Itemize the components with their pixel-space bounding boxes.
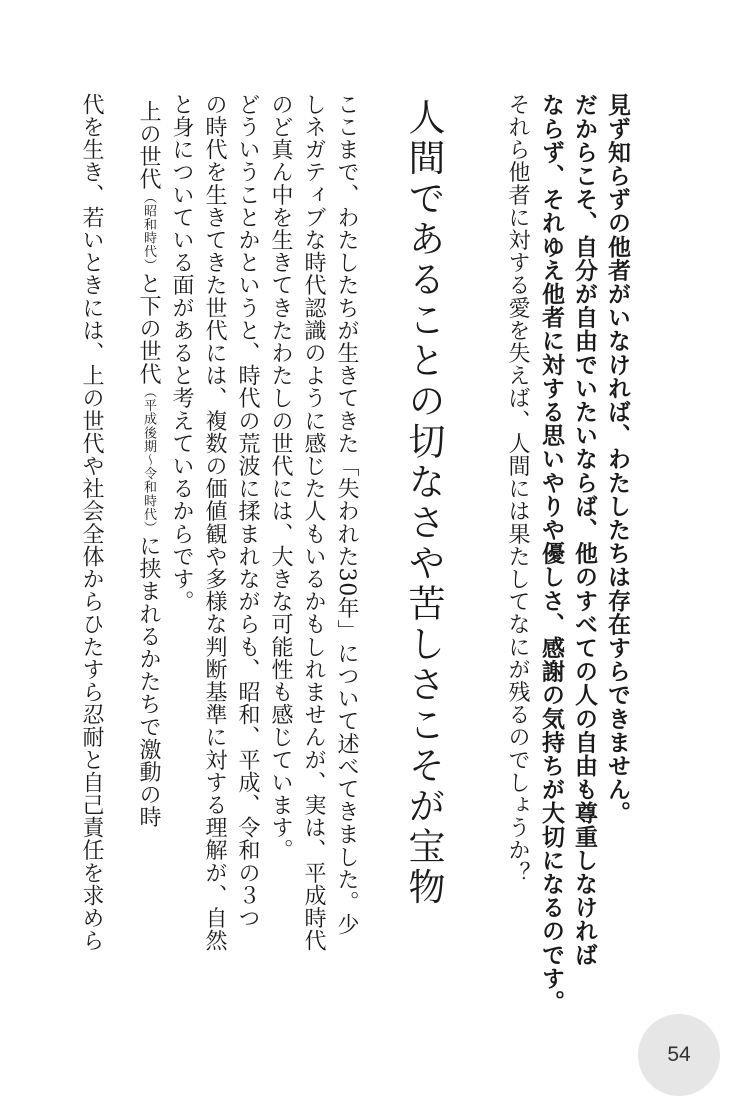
body-line-7 (137, 100, 159, 828)
body-line-3: のど真ん中を生きてきたわたしの世代には、大きな可能性も感じています。 (268, 93, 293, 862)
body-line-4: どういうことかというと、時代の荒波に揉まれながらも、昭和、平成、令和の３つ (235, 93, 260, 930)
section-title: 人間であることの切なさや苦しさこそが宝物 (402, 98, 445, 908)
body-line-2: しネガティブな時代認識のように感じた人もいるかもしれませんが、実は、平成時代 (301, 93, 326, 952)
era-note-showa: （昭和時代） (141, 190, 156, 273)
body-line-8: 代を生き、若いときには、上の世代や社会全体からひたすら忍耐と自己責任を求めら (79, 93, 104, 952)
body-line-5: の時代を生きてきた世代には、複数の価値観や多様な判断基準に対する理解が、自然 (202, 93, 227, 952)
body-line-6: と身についている面があると考えているからです。 (169, 93, 194, 613)
page-number-badge (638, 1014, 720, 1096)
body-line-7-part-a: 上の世代 (136, 100, 161, 191)
body-line-7-part-b: と下の世代 (136, 272, 161, 386)
body-line-7-part-c: に挟まれるかたちで激動の時 (136, 534, 161, 829)
intro-line-3: ならず、それゆえ他者に対する思いやりや優しさ、感謝の気持ちが大切になるのです。 (538, 93, 564, 1014)
intro-line-4: それら他者に対する愛を失えば、人間には果たしてなにが残るのでしょうか？ (505, 93, 530, 884)
body-line-1: ここまで、わたしたちが生きてきた「失われた30年」について述べてきました。少 (334, 93, 359, 936)
intro-line-2: だからこそ、自分が自由でいたいならば、他のすべての人の自由も尊重しなければ (571, 93, 597, 967)
intro-line-1: 見ず知らずの他者がいなければ、わたしたちは存在すらできません。 (604, 93, 630, 825)
era-note-heisei-reiwa: （平成後期〜令和時代） (141, 385, 156, 535)
page-number: 54 (667, 1043, 691, 1066)
